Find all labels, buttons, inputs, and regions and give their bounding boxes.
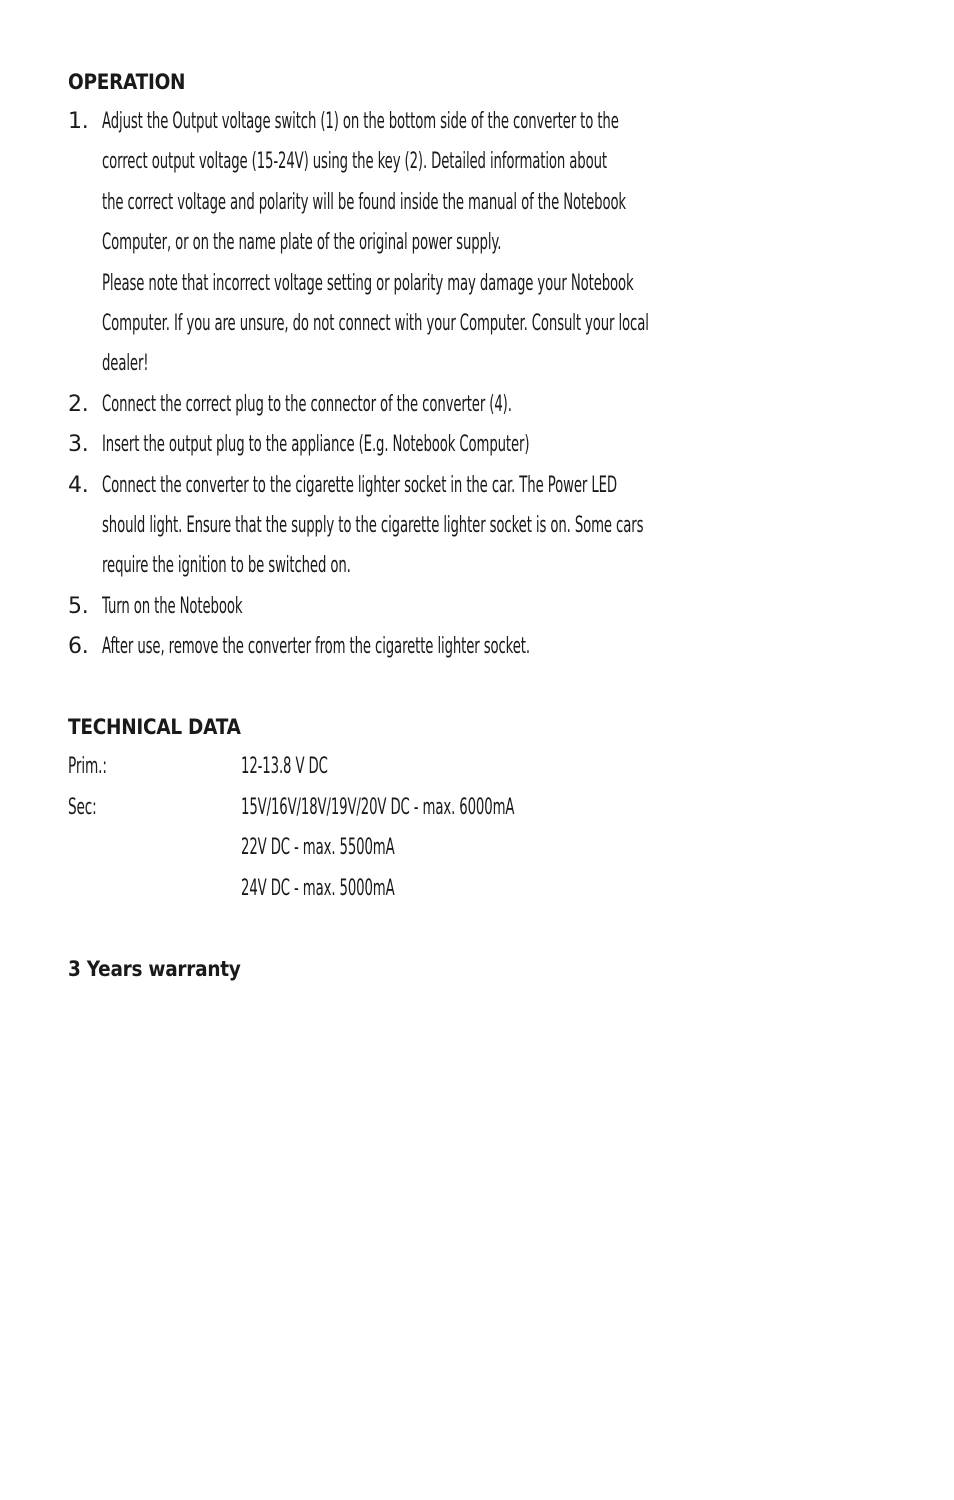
warranty-heading: 3 Years warranty [68, 957, 241, 982]
step-text-line: Computer, or on the name plate of the original power supply. [102, 230, 502, 256]
operation-steps [68, 102, 898, 667]
manual-page [68, 62, 898, 989]
step-3 [68, 425, 898, 465]
step-text-line: Turn on the Notebook [102, 593, 243, 619]
spec-label: Prim.: [68, 754, 107, 780]
spec-value: 15V/16V/18V/19V/20V DC - max. 6000mA [241, 794, 515, 820]
operation-heading: OPERATION [68, 70, 186, 94]
step-1 [68, 102, 898, 385]
step-text-line: Please note that incorrect voltage setting or polarity may damage your Notebook [102, 270, 634, 296]
step-number: 5. [68, 593, 89, 619]
spec-row-sec-22v [68, 828, 898, 868]
technical-data-table [68, 747, 898, 909]
step-5 [68, 587, 898, 627]
spec-value: 12-13.8 V DC [241, 754, 328, 780]
step-text-line: correct output voltage (15-24V) using the key (2). Detailed information about [102, 149, 607, 175]
section-spacer [68, 667, 898, 707]
technical-data-heading: TECHNICAL DATA [68, 715, 241, 740]
step-text-line: require the ignition to be switched on. [102, 553, 351, 579]
step-number: 1. [68, 109, 89, 134]
spec-value: 22V DC - max. 5500mA [241, 835, 395, 861]
step-2 [68, 385, 898, 425]
step-text-line: the correct voltage and polarity will be found inside the manual of the Notebook [102, 189, 627, 215]
step-6 [68, 627, 898, 667]
step-text-line: should light. Ensure that the supply to the cigarette lighter socket is on. Some cars [102, 512, 644, 538]
step-number: 6. [68, 634, 89, 660]
spec-row-sec [68, 788, 898, 828]
spec-row-prim [68, 747, 898, 787]
step-text-line: After use, remove the converter from the cigarette lighter socket. [102, 634, 530, 660]
step-number: 4. [68, 472, 89, 498]
spec-label: Sec: [68, 794, 97, 820]
spec-row-sec-24v [68, 869, 898, 909]
step-number: 3. [68, 432, 89, 458]
step-text-line: Connect the correct plug to the connector of the converter (4). [102, 391, 512, 417]
step-text-line: Adjust the Output voltage switch (1) on the bottom side of the converter to the [102, 109, 619, 134]
step-text-line: Computer. If you are unsure, do not connect with your Computer. Consult your local [102, 310, 649, 336]
step-text-line: Connect the converter to the cigarette lighter socket in the car. The Power LED [102, 472, 617, 498]
step-text-line: dealer! [102, 351, 149, 377]
spec-value: 24V DC - max. 5000mA [241, 875, 395, 901]
step-text-line: Insert the output plug to the appliance (E.g. Notebook Computer) [102, 432, 530, 458]
step-4 [68, 466, 898, 587]
step-number: 2. [68, 391, 89, 417]
section-spacer [68, 909, 898, 949]
